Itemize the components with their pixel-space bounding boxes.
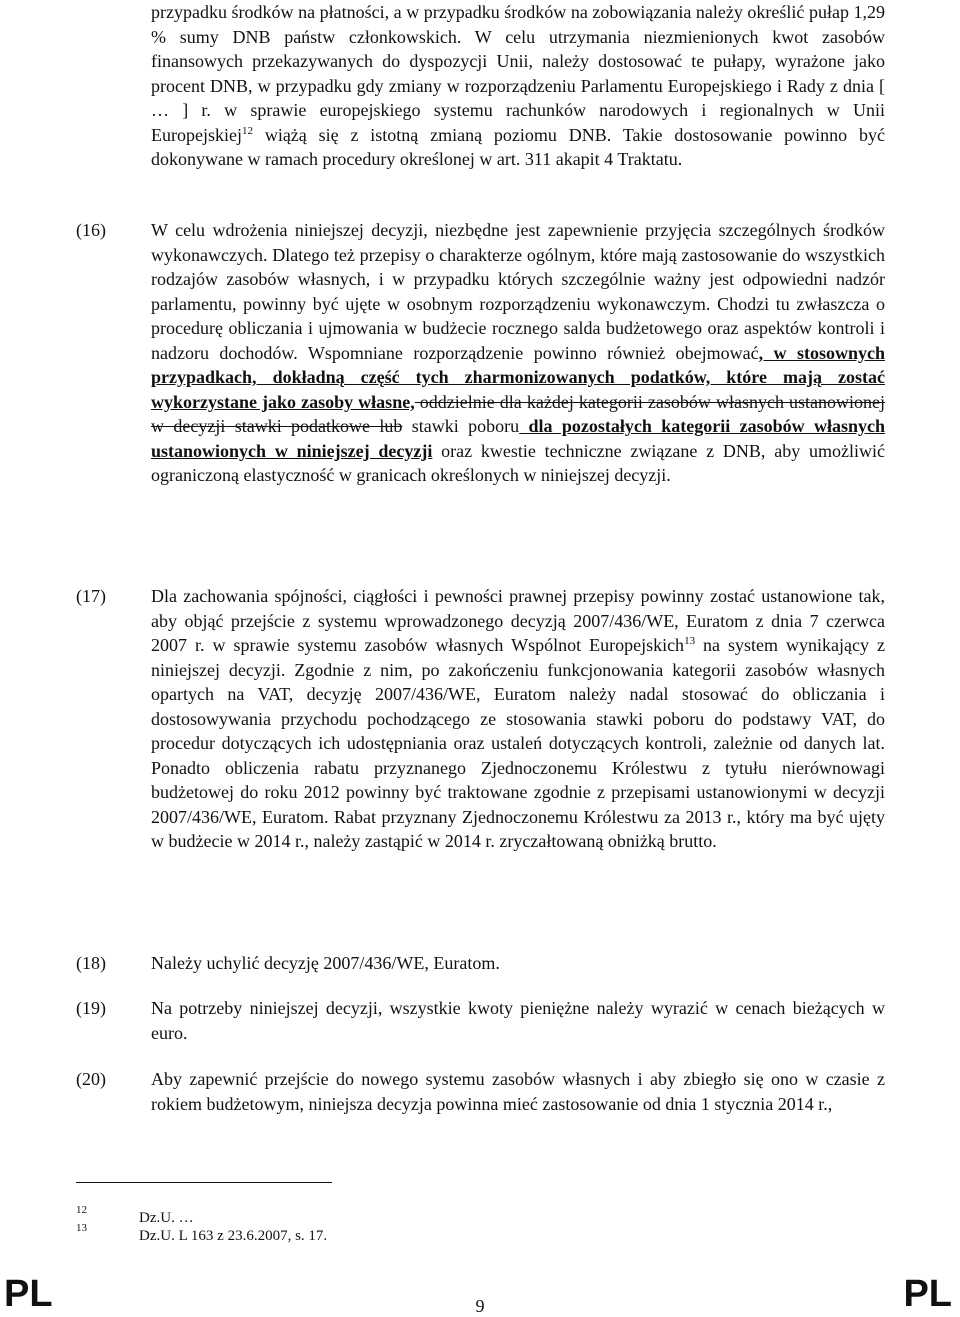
footnote-number: 12 — [76, 1204, 87, 1216]
paragraph-text — [151, 996, 885, 1045]
paragraph-number: (19) — [76, 998, 106, 1018]
deleted-text: oddzielnie dla każdej kategorii zasobów własnych ustanowionej w decyzji stawki podatkowe lub — [151, 391, 885, 436]
footnote-text: Dz.U. … — [139, 1210, 194, 1226]
text-segment: oraz kwestie techniczne związane z DNB, aby umożliwić ograniczoną elastyczność w granicach określonych w niniejszej decyzji. — [151, 440, 885, 485]
footnote-separator — [76, 1182, 332, 1183]
inserted-text: dla pozostałych kategorii zasobów własnych ustanowionych w niniejszej decyzji — [151, 416, 885, 461]
language-code-left: PL — [4, 1273, 53, 1315]
text-segment: stawki poboru — [402, 416, 520, 436]
paragraph-text — [151, 584, 885, 854]
inserted-text: , w stosownych przypadkach, dokładną część tych zharmonizowanych podatków, które mają zostać wykorzystane jako zasoby własne, — [151, 342, 885, 412]
text-segment: Aby zapewnić przejście do nowego systemu zasobów własnych i aby zbiegło się ono w czasie z rokiem budżetowym, niniejsza decyzja powinna mieć zastosowanie od dnia 1 stycznia 2014 r., — [151, 1069, 885, 1114]
text-segment: Dla zachowania spójności, ciągłości i pewności prawnej przepisy powinny zostać ustanowione tak, aby objąć przejście z systemu wprowadzonego decyzją 2007/436/WE, Euratom z dnia 7 czerwca 2007 r. w sprawie systemu zasobów własnych Wspólnot Europejskich — [151, 586, 885, 655]
paragraph-number: (20) — [76, 1069, 106, 1089]
footnote-reference: 12 — [241, 124, 253, 137]
language-code-right: PL — [903, 1273, 952, 1315]
footnote-reference: 13 — [684, 635, 696, 647]
paragraph-text — [151, 218, 885, 488]
paragraph-text — [151, 951, 885, 976]
paragraph-number: (18) — [76, 953, 106, 973]
paragraph-text — [151, 0, 885, 172]
text-segment: na system wynikający z niniejszej decyzji. Zgodnie z nim, po zakończeniu funkcjonowania kategorii zasobów własnych opartych na VAT, decyzję 2007/436/WE, Euratom należy nadal stosować do obliczania i dostosowywania przychodu pochodzącego ze stosowania stawki poboru do podstawy VAT, do procedur dotyczących ich udostępniania oraz ustaleń dotyczących kontroli, zależnie od danych lat. Ponadto obliczenia rabatu przyznanego Zjednoczonemu Królestwu z tytułu nierównowagi budżetowej do roku 2012 powinny być traktowane zgodnie z przepisami ustanowionymi w decyzji 2007/436/WE, Euratom. Rabat przyznany Zjednoczonemu Królestwu za 2013 r., który ma być ujęty w budżecie w 2014 r., należy zastąpić w 2014 r. zryczałtowaną obniżką brutto. — [151, 635, 885, 851]
text-segment: W celu wdrożenia niniejszej decyzji, niezbędne jest zapewnienie przyjęcia szczególnych środków wykonawczych. Dlatego też przepisy o charakterze ogólnym, które mają zastosowanie do wszystkich rodzajów zasobów własnych, i w przypadku których szczególnie ważny jest odpowiedni nadzór parlamentu, powinny być ujęte w osobnym rozporządzeniu wykonawczym. Chodzi tu zwłaszcza o procedurę obliczania i ujmowania w budżecie rocznego salda budżetowego oraz aspektów kontroli i nadzoru dochodów. Wspomniane rozporządzenie powinno również obejmować — [151, 220, 885, 363]
text-segment: Należy uchylić decyzję 2007/436/WE, Euratom. — [151, 953, 500, 973]
footnote-text: Dz.U. L 163 z 23.6.2007, s. 17. — [139, 1228, 328, 1244]
text-segment: przypadku środków na płatności, a w przypadku środków na zobowiązania należy określić pułap 1,29 % sumy DNB państw członkowskich. W celu utrzymania niezmienionych kwot zasobów finansowych przekazywanych do dyspozycji Unii, należy dostosować te pułapy, wyrażone jako procent DNB, w przypadku gdy zmiany w rozporządzeniu Parlamentu Europejskiego i Rady z dnia [ … ] r. w sprawie europejskiego systemu rachunków narodowych i regionalnych w Unii Europejskiej — [151, 2, 885, 145]
paragraph-number: (16) — [76, 220, 106, 240]
text-segment: wiążą się z istotną zmianą poziomu DNB. Takie dostosowanie powinno być dokonywane w ramach procedury określonej w art. 311 akapit 4 Traktatu. — [151, 124, 885, 169]
page-number: 9 — [475, 1296, 485, 1316]
paragraph-text — [151, 1067, 885, 1116]
paragraph-number: (17) — [76, 586, 106, 606]
text-segment: Na potrzeby niniejszej decyzji, wszystkie kwoty pieniężne należy wyrazić w cenach bieżących w euro. — [151, 998, 885, 1043]
footnote-number: 13 — [76, 1222, 87, 1234]
